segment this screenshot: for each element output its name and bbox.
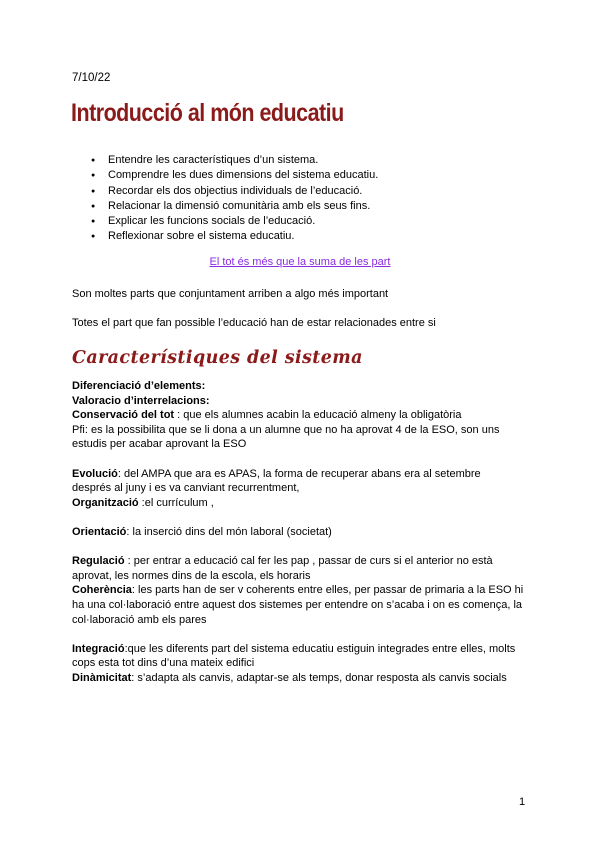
definition-text: :el currículum ,: [138, 496, 214, 509]
term-label: Conservació del tot: [72, 409, 175, 422]
definition-line: [72, 554, 542, 569]
characteristics-body: [72, 379, 542, 685]
definition-line: després al juny i es va canviant recurrentment,: [72, 482, 300, 495]
term-label: Coherència: [72, 584, 132, 597]
definition-line: [72, 379, 542, 394]
list-item: ● Reflexionar sobre el sistema educatiu.: [91, 229, 378, 244]
definition-line: estudis per acabar aprovant la ESO: [72, 438, 247, 451]
definition-text: : les parts han de ser v coherents entre elles, per passar de primaria a la ESO hi: [131, 584, 524, 597]
section-heading: Característiques del sistema: [72, 348, 363, 368]
paragraph-gap: [72, 627, 542, 642]
paragraph-gap: [72, 540, 542, 555]
definition-text: : del AMPA que ara es APAS, la forma de recuperar abans era al setembre: [117, 467, 481, 480]
list-item: ● Entendre les característiques d’un sistema.: [91, 153, 378, 168]
definition-line: [72, 394, 542, 409]
term-label: Dinàmicitat: [72, 671, 132, 684]
term-label: Orientació: [72, 525, 127, 538]
definition-line: [72, 467, 542, 482]
definition-text: : que els alumnes acabin la educació almeny la obligatòria: [174, 409, 462, 422]
definition-text: : s’adapta als canvis, adaptar-se als temps, donar resposta als canvis socials: [131, 671, 507, 684]
term-label: Valoracio d’interrelacions:: [72, 394, 210, 407]
definition-line: [72, 583, 542, 598]
definition-text: :que les diferents part del sistema educatiu estiguin integrades entre elles, molts: [124, 642, 516, 655]
definition-line: [72, 408, 542, 423]
page-number: 1: [519, 796, 526, 808]
list-item: ● Relacionar la dimensió comunitària amb els seus fins.: [91, 199, 378, 214]
paragraph-gap: [72, 510, 542, 525]
term-label: Organització: [72, 496, 139, 509]
document-date: 7/10/22: [72, 72, 111, 84]
term-label: Integració: [72, 642, 125, 655]
definition-line: cops esta tot dins d’una mateix edifici: [72, 657, 255, 670]
highlight-link[interactable]: El tot és més que la suma de les part: [209, 256, 391, 268]
term-label: Regulació: [72, 555, 125, 568]
list-item: ● Explicar les funcions socials de l’educació.: [91, 214, 378, 229]
definition-text: : per entrar a educació cal fer les pap , passar de curs si el anterior no està: [124, 555, 493, 568]
paragraph: Son moltes parts que conjuntament arriben a algo més important: [72, 288, 389, 300]
list-item: ● Comprendre les dues dimensions del sistema educatiu.: [91, 168, 378, 183]
definition-line: Pfi: es la possibilita que se li dona a un alumne que no ha aprovat 4 de la ESO, son uns: [72, 423, 500, 436]
objectives-list: [91, 153, 378, 245]
definition-line: ha una col·laboració entre aquest dos sistemes per entendre on s’acaba i on es comença, la: [72, 598, 523, 611]
definition-line: [72, 496, 542, 511]
page-title: Introducció al món educatiu: [71, 99, 344, 127]
list-item: ● Recordar els dos objectius individuals de l’educació.: [91, 184, 378, 199]
definition-line: col·laboració amb els pares: [72, 613, 207, 626]
definition-text: : la inserció dins del món laboral (societat): [126, 525, 332, 538]
definition-line: [72, 642, 542, 657]
definition-line: [72, 671, 542, 686]
definition-line: [72, 525, 542, 540]
definition-line: aprovat, les normes dins de la escola, els horaris: [72, 569, 311, 582]
term-label: Diferenciació d’elements:: [72, 380, 206, 392]
paragraph-gap: [72, 452, 542, 467]
paragraph: Totes el part que fan possible l’educació han de estar relacionades entre si: [72, 317, 436, 329]
term-label: Evolució: [72, 467, 118, 480]
